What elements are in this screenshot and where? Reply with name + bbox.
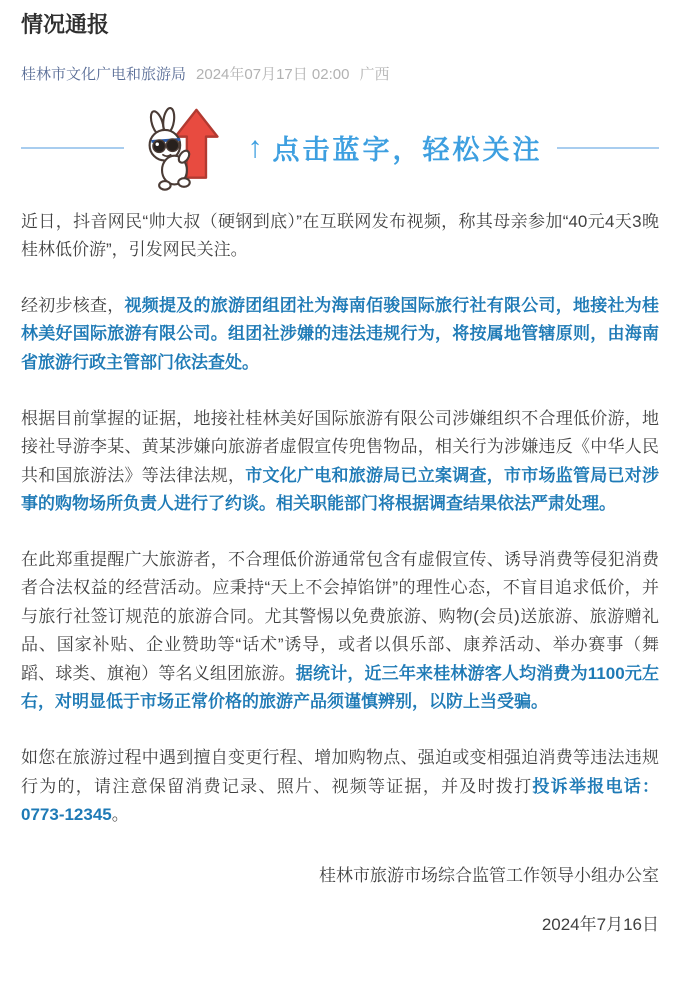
emphasis-text-run: 市文化广电和旅游局已立案调查，市市场监管局已对涉事的购物场所负责人进行了约谈。相关职能部门将根据调查结果依法严肃处理。 — [21, 465, 659, 514]
up-arrow-glyph: ↑ — [247, 130, 263, 164]
publish-datetime: 2024年07月17日 02:00 — [196, 65, 350, 83]
signature-block — [21, 864, 659, 938]
text-run: 近日，抖音网民“帅大叔（硬钢到底）”在互联网发布视频，称其母亲参加“40元4天3晚桂林低价游”，引发网民关注。 — [21, 211, 659, 260]
emphasis-text-run: 视频提及的旅游团组团社为海南佰骏国际旅行社有限公司，地接社为桂林美好国际旅游有限公司。组团社涉嫌的违法违规行为，将按属地管辖原则，由海南省旅游行政主管部门依法查处。 — [21, 295, 659, 372]
complaint-hotline-text: 投诉举报电话：0773-12345 — [21, 776, 660, 825]
publish-region: 广西 — [359, 65, 390, 83]
text-run: 经初步核查， — [21, 295, 125, 315]
banner-right-line — [557, 147, 660, 149]
signature-organization: 桂林市旅游市场综合监管工作领导小组办公室 — [319, 865, 659, 885]
byline — [21, 63, 659, 84]
paragraph-1 — [21, 208, 659, 265]
signature-date: 2024年7月16日 — [541, 915, 659, 935]
paragraph-2 — [21, 292, 659, 378]
account-name-link[interactable]: 桂林市文化广电和旅游局 — [21, 65, 187, 83]
text-run: 根据目前掌握的证据，地接社桂林美好国际旅游有限公司涉嫌组织不合理低价游，地接社导游李某、黄某涉嫌向旅游者虚假宣传兜售物品，相关行为涉嫌违反《中华人民共和国旅游法》等法律法规， — [21, 408, 659, 485]
paragraph-4 — [21, 546, 659, 717]
text-run: 如您在旅游过程中遇到擅自变更行程、增加购物点、强迫或变相强迫消费等违法违规行为的，请注意保留消费记录、照片、视频等证据，并及时拨打 — [21, 748, 659, 796]
article-body — [21, 208, 659, 830]
paragraph-3 — [21, 405, 659, 519]
banner-text: 点击蓝字，轻松关注 — [272, 135, 543, 166]
paragraph-5 — [21, 744, 659, 830]
banner-left-line — [21, 147, 124, 149]
rabbit-with-red-arrow-icon — [136, 107, 232, 193]
text-run: 。 — [111, 805, 129, 825]
page-title: 情况通报 — [21, 12, 110, 37]
follow-banner[interactable] — [21, 102, 659, 194]
emphasis-text-run: 据统计，近三年来桂林游客人均消费为1100元左右，对明显低于市场正常价格的旅游产品须谨慎辨别，以防上当受骗。 — [21, 663, 659, 712]
text-run: 在此郑重提醒广大旅游者，不合理低价游通常包含有虚假宣传、诱导消费等侵犯消费者合法权益的经营活动。应秉持“天上不会掉馅饼”的理性心态，不盲目追求低价，并与旅行社签订规范的旅游合同。尤其警惕以免费旅游、购物(会员)送旅游、旅游赠礼品、国家补贴、企业赞助等“话术”诱导，或者以俱乐部、康养活动、举办赛事（舞蹈、球类、旗袍）等名义组团旅游。 — [21, 549, 659, 683]
